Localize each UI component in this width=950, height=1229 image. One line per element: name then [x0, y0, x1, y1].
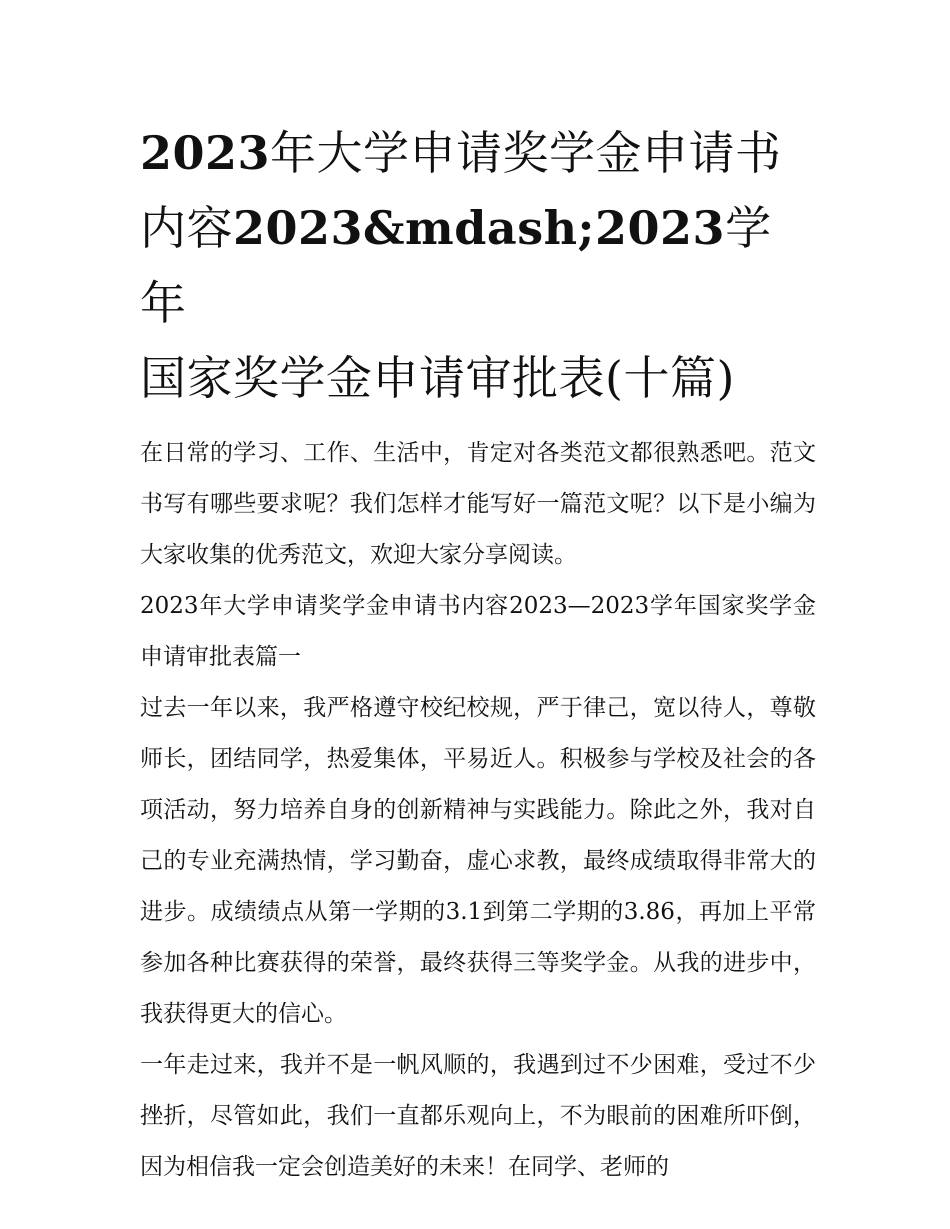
section-heading: 2023年大学申请奖学金申请书内容2023—2023学年国家奖学金申请审批表篇一	[140, 593, 816, 670]
body-paragraph: 过去一年以来，我严格遵守校纪校规，严于律己，宽以待人，尊敬师长，团结同学，热爱集体，平易近人。积极参与学校及社会的各项活动，努力培养自身的创新精神与实践能力。除此之外，我对自己的专业充满热情，学习勤奋，虚心求教，最终成绩取得非常大的进步。成绩绩点从第一学期的3.1到第二学期的3.86，再加上平常参加各种比赛获得的荣誉，最终获得三等奖学金。从我的进步中，我获得更大的信心。	[140, 695, 816, 1027]
intro-paragraph: 在日常的学习、工作、生活中，肯定对各类范文都很熟悉吧。范文书写有哪些要求呢？我们怎样才能写好一篇范文呢？以下是小编为大家收集的优秀范文，欢迎大家分享阅读。	[140, 440, 816, 568]
title-line-1: 2023年大学申请奖学金申请书	[140, 126, 782, 180]
document-title	[140, 116, 816, 416]
document-page	[140, 116, 816, 1193]
body-paragraph: 一年走过来，我并不是一帆风顺的，我遇到过不少困难，受过不少挫折，尽管如此，我们一直都乐观向上，不为眼前的困难所吓倒，因为相信我一定会创造美好的未来！在同学、老师的	[140, 1052, 816, 1180]
title-line-3: 国家奖学金申请审批表(十篇)	[140, 351, 735, 405]
title-line-2: 内容2023&mdash;2023学年	[140, 201, 772, 330]
